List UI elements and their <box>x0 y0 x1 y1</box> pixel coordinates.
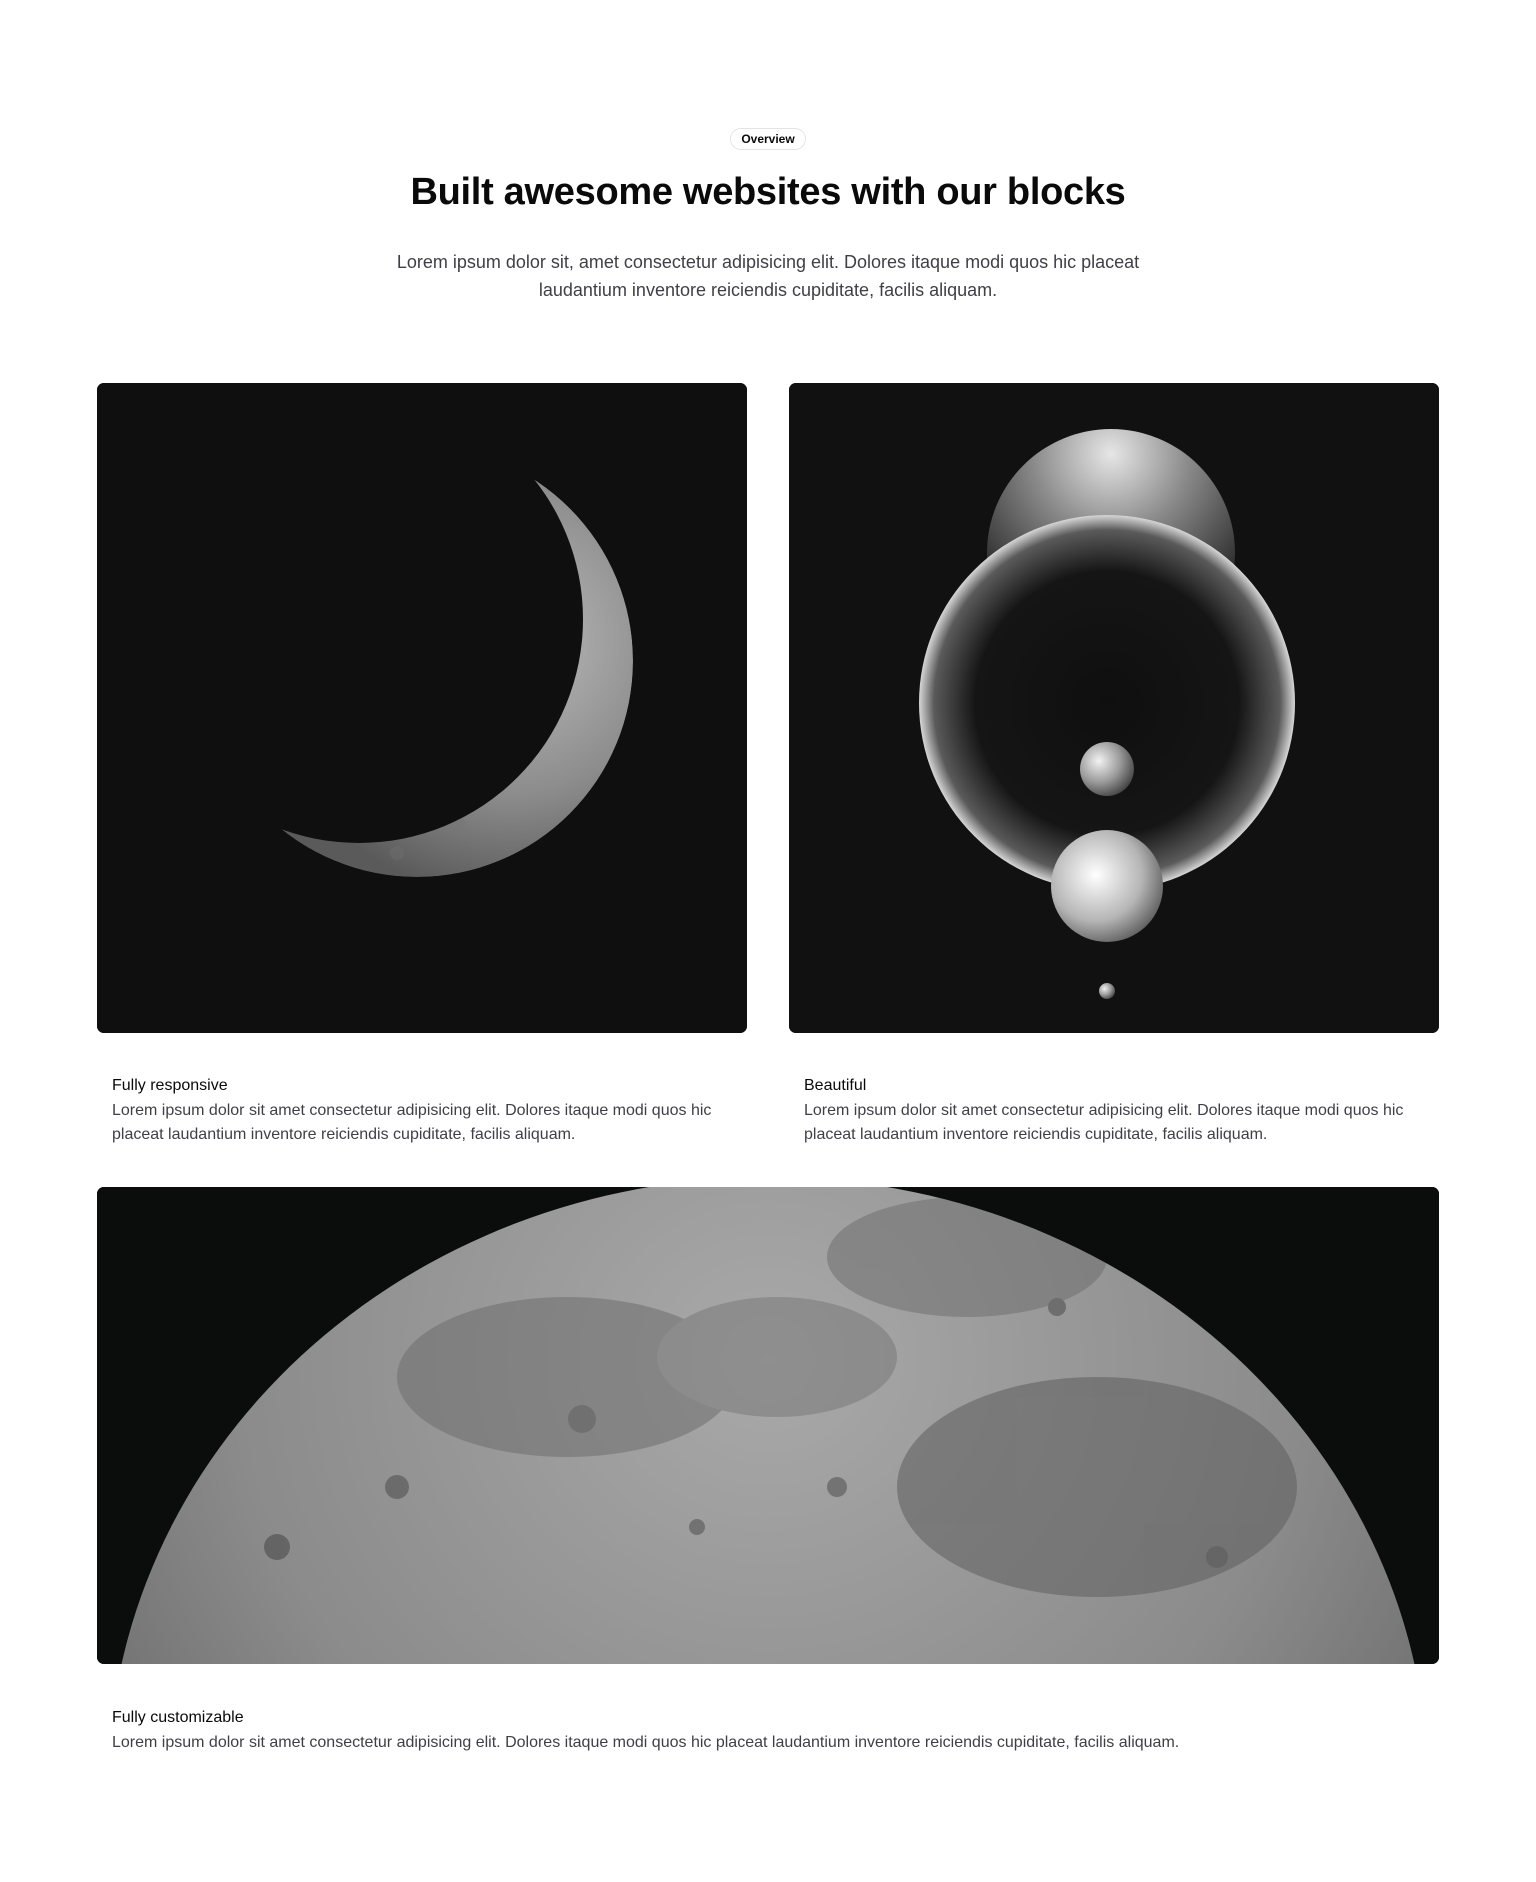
crescent-moon-image <box>97 383 747 1033</box>
overview-badge: Overview <box>730 128 806 150</box>
feature-title: Fully responsive <box>112 1077 228 1094</box>
section-intro: Lorem ipsum dolor sit, amet consectetur adipisicing elit. Dolores itaque modi quos hic placeat laudantium inventore reiciendis cupiditate, facilis aliquam. <box>396 252 1140 300</box>
feature-responsive <box>112 1075 752 1147</box>
feature-description: Lorem ipsum dolor sit amet consectetur adipisicing elit. Dolores itaque modi quos hic placeat laudantium inventore reiciendis cupiditate, facilis aliquam. <box>804 1102 1404 1143</box>
feature-description: Lorem ipsum dolor sit amet consectetur adipisicing elit. Dolores itaque modi quos hic placeat laudantium inventore reiciendis cupiditate, facilis aliquam. <box>112 1734 1180 1751</box>
feature-description: Lorem ipsum dolor sit amet consectetur adipisicing elit. Dolores itaque modi quos hic placeat laudantium inventore reiciendis cupiditate, facilis aliquam. <box>112 1102 712 1143</box>
feature-title: Fully customizable <box>112 1709 244 1726</box>
section-title: Built awesome websites with our blocks <box>410 171 1126 213</box>
half-moon-image <box>97 1187 1439 1664</box>
spheres-image <box>789 383 1439 1033</box>
feature-title: Beautiful <box>804 1077 867 1094</box>
feature-customizable <box>112 1707 1432 1755</box>
feature-beautiful <box>804 1075 1444 1147</box>
